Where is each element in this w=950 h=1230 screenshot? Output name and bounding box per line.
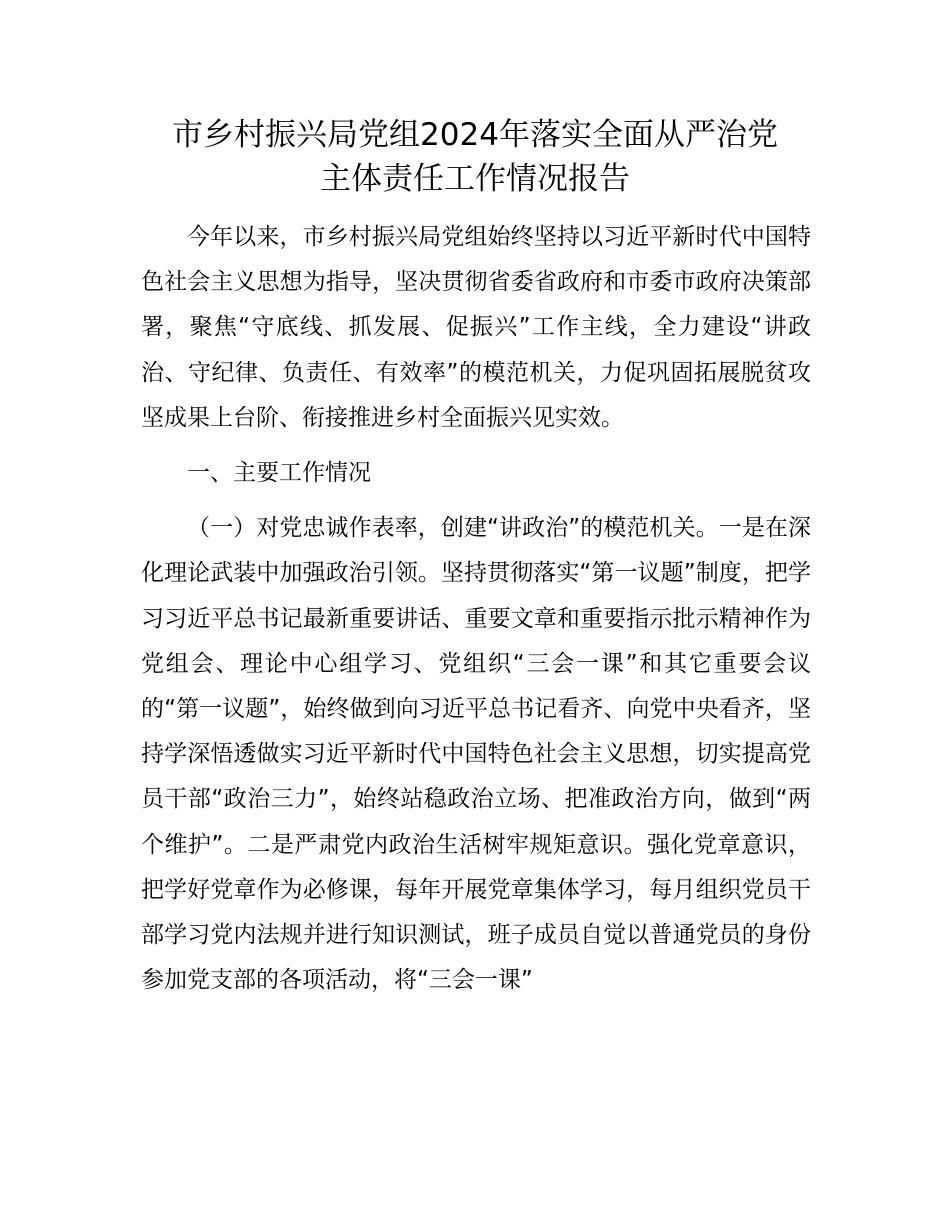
title-line-2: 主体责任工作情况报告 — [320, 161, 630, 197]
title-line-1: 市乡村振兴局党组2024年落实全面从严治党 — [172, 117, 778, 153]
intro-paragraph: 今年以来，市乡村振兴局党组始终坚持以习近平新时代中国特色社会主义思想为指导，坚决贯彻省委省政府和市委市政府决策部署，聚焦“守底线、抓发展、促振兴”工作主线，全力建设“讲政治、守纪律、负责任、有效率”的模范机关，力促巩固拓展脱贫攻坚成果上台阶、衔接推进乡村全面振兴见实效。 — [141, 224, 811, 431]
document-body — [141, 215, 811, 1003]
document-title — [100, 113, 850, 201]
section-paragraph: （一）对党忠诚作表率，创建“讲政治”的模范机关。一是在深化理论武装中加强政治引领。坚持贯彻落实“第一议题”制度，把学习习近平总书记最新重要讲话、重要文章和重要指示批示精神作为党组会、理论中心组学习、党组织“三会一课”和其它重要会议的“第一议题”，始终做到向习近平总书记看齐、向党中央看齐，坚持学深悟透做实习近平新时代中国特色社会主义思想，切实提高党员干部“政治三力”，始终站稳政治立场、把准政治方向，做到“两个维护”。二是严肃党内政治生活树牢规矩意识。强化党章意识，把学好党章作为必修课，每年开展党章集体学习，每月组织党员干部学习党内法规并进行知识测试，班子成员自觉以普通党员的身份参加党支部的各项活动，将“三会一课” — [141, 515, 811, 994]
section-heading: 一、主要工作情况 — [187, 460, 371, 487]
